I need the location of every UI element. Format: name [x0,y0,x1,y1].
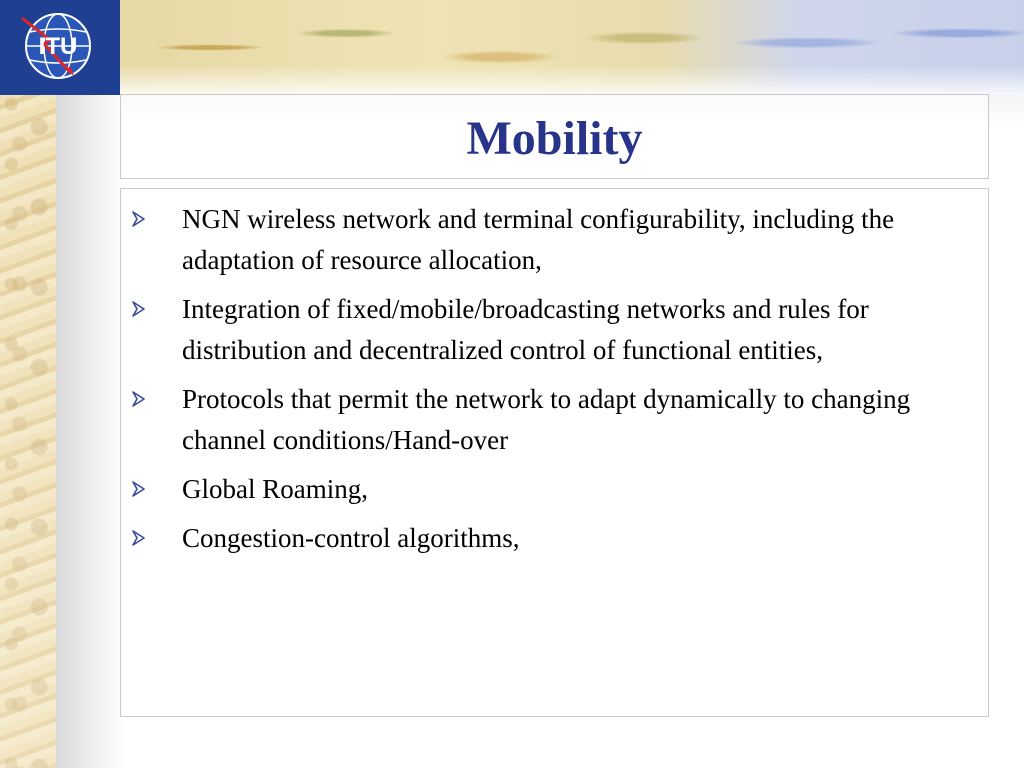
bullet-text: Integration of fixed/mobile/broadcasting networks and rules for distribution and decentralized control of functional entities, [182,294,869,365]
bullet-item [131,518,971,559]
content-placeholder [120,188,989,717]
logo-text: ITU [38,33,78,60]
bullet-item [131,469,971,510]
arrowhead-bullet-icon [131,530,145,546]
bullet-text: Global Roaming, [182,474,368,504]
itu-globe-logo-icon [0,0,120,95]
title-placeholder [120,94,989,179]
itu-logo [0,0,120,95]
side-shadow [56,95,126,768]
parchment-side-strip [0,95,56,768]
arrowhead-bullet-icon [131,481,145,497]
bullet-item [131,289,971,371]
decorative-banner [120,0,1024,95]
arrowhead-bullet-icon [131,391,145,407]
bullet-item [131,199,971,281]
bullet-text: Congestion-control algorithms, [182,523,520,553]
arrowhead-bullet-icon [131,301,145,317]
slide-title: Mobility [466,111,643,165]
arrowhead-bullet-icon [131,211,145,227]
bullet-item [131,379,971,461]
bullet-list [131,199,971,567]
bullet-text: NGN wireless network and terminal configurability, including the adaptation of resource allocation, [182,204,895,275]
bullet-text: Protocols that permit the network to adapt dynamically to changing channel conditions/Hand-over [182,384,911,455]
